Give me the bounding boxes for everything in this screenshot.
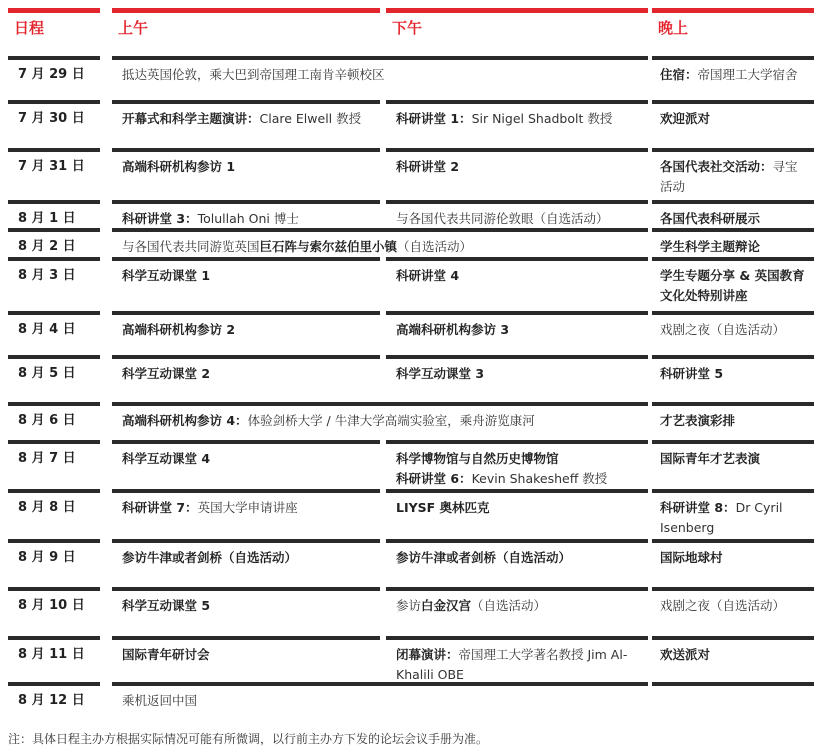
- date-cell: 7 月 30 日: [18, 111, 85, 126]
- text: 与各国代表共同游览英国: [122, 239, 260, 254]
- row-divider: [386, 311, 648, 315]
- morning-cell: [122, 449, 372, 469]
- text: 与各国代表共同游伦敦眼（自选活动）: [396, 211, 609, 226]
- afternoon-cell: [396, 320, 640, 340]
- afternoon-cell: [396, 364, 640, 384]
- row-divider: [112, 311, 380, 315]
- row-divider: [386, 440, 648, 444]
- text: Kevin Shakesheff 教授: [471, 471, 608, 486]
- text: 帝国理工大学著名教授 Jim Al-Khalili OBE: [396, 647, 628, 682]
- row-divider: [652, 228, 814, 232]
- row-divider: [652, 200, 814, 204]
- bold-text: 高端科研机构参访 3: [396, 322, 510, 337]
- evening-cell: [660, 65, 810, 85]
- date-cell: 8 月 5 日: [18, 366, 76, 381]
- bold-text: 科研讲堂 1：: [396, 111, 472, 126]
- bold-text: 才艺表演彩排: [660, 413, 736, 428]
- header-evening: [652, 8, 814, 50]
- bold-text: 科学互动课堂 4: [122, 451, 211, 466]
- bold-text: 各国代表社交活动：: [660, 159, 773, 174]
- header-rule: [652, 8, 814, 13]
- evening-cell: [660, 548, 810, 568]
- date-cell: 8 月 3 日: [18, 268, 76, 283]
- row-divider: [8, 402, 100, 406]
- row-divider: [386, 489, 648, 493]
- bold-text: 科研讲堂 4: [396, 268, 460, 283]
- evening-cell: [660, 645, 810, 665]
- row-divider: [112, 539, 380, 543]
- row-divider: [386, 100, 648, 104]
- morning-cell: [122, 157, 372, 177]
- row-divider: [112, 440, 380, 444]
- date-cell: 8 月 6 日: [18, 413, 76, 428]
- header-afternoon-label: 下午: [392, 19, 423, 37]
- row-divider: [386, 257, 648, 261]
- morning-cell: [122, 320, 372, 340]
- row-divider: [112, 636, 380, 640]
- evening-cell: [660, 209, 810, 229]
- row-divider: [8, 100, 100, 104]
- date-cell: 8 月 2 日: [18, 239, 76, 254]
- bold-text: 参访牛津或者剑桥（自选活动）: [396, 550, 572, 565]
- row-divider: [112, 682, 648, 686]
- row-divider: [652, 311, 814, 315]
- row-divider: [8, 257, 100, 261]
- evening-cell: [660, 596, 810, 616]
- header-morning: [112, 8, 380, 50]
- row-divider: [386, 636, 648, 640]
- row-divider: [652, 148, 814, 152]
- evening-cell: [660, 364, 810, 384]
- evening-cell: [660, 320, 810, 340]
- full-cell: [122, 237, 642, 257]
- row-divider: [112, 228, 648, 232]
- row-divider: [112, 200, 380, 204]
- afternoon-cell: [396, 548, 640, 568]
- full-cell: [122, 65, 642, 85]
- bold-text: 科研讲堂 6：: [396, 471, 472, 486]
- date-cell: 8 月 1 日: [18, 211, 76, 226]
- row-divider: [652, 489, 814, 493]
- date-cell: 8 月 7 日: [18, 451, 76, 466]
- afternoon-cell: [396, 109, 640, 129]
- bold-text: 科学互动课堂 2: [122, 366, 211, 381]
- bold-text: 白金汉宫: [421, 598, 472, 613]
- date-cell: 8 月 12 日: [18, 693, 85, 708]
- row-divider: [652, 636, 814, 640]
- afternoon-cell: [396, 596, 640, 616]
- row-divider: [652, 56, 814, 60]
- morning-cell: [122, 266, 372, 286]
- bold-text: 科研讲堂 8：: [660, 500, 736, 515]
- afternoon-cell: [396, 645, 640, 685]
- evening-cell: [660, 237, 810, 257]
- row-divider: [386, 200, 648, 204]
- bold-text: 欢送派对: [660, 647, 711, 662]
- bold-text: 科学互动课堂 1: [122, 268, 211, 283]
- row-divider: [112, 587, 380, 591]
- text: （自选活动）: [397, 239, 473, 254]
- bold-text: 科学互动课堂 3: [396, 366, 485, 381]
- header-rule: [8, 8, 100, 13]
- afternoon-cell: [396, 157, 640, 177]
- morning-cell: [122, 364, 372, 384]
- evening-cell: [660, 449, 810, 469]
- text: 帝国理工大学宿舍: [697, 67, 798, 82]
- row-divider: [8, 148, 100, 152]
- bold-text: 学生专题分享 & 英国教育文化处特别讲座: [660, 268, 805, 303]
- morning-cell: [122, 645, 372, 665]
- bold-text: 欢迎派对: [660, 111, 711, 126]
- header-morning-label: 上午: [118, 19, 149, 37]
- date-cell: 8 月 10 日: [18, 598, 85, 613]
- evening-cell: [660, 157, 810, 197]
- bold-text: 国际青年才艺表演: [660, 451, 761, 466]
- row-divider: [386, 539, 648, 543]
- row-divider: [386, 587, 648, 591]
- text: 戏剧之夜（自选活动）: [660, 322, 786, 337]
- text: Clare Elwell 教授: [259, 111, 362, 126]
- text: Dr Cyril Isenberg: [660, 500, 783, 535]
- bold-text: 高端科研机构参访 4：: [122, 413, 248, 428]
- row-divider: [8, 539, 100, 543]
- bold-text: 各国代表科研展示: [660, 211, 761, 226]
- bold-text: 科学博物馆与自然历史博物馆: [396, 451, 559, 466]
- row-divider: [112, 489, 380, 493]
- row-divider: [112, 148, 380, 152]
- row-divider: [8, 636, 100, 640]
- text: 乘机返回中国: [122, 693, 198, 708]
- bold-text: 开幕式和科学主题演讲：: [122, 111, 260, 126]
- row-divider: [652, 587, 814, 591]
- bold-text: 国际青年研讨会: [122, 647, 210, 662]
- morning-cell: [122, 109, 372, 129]
- date-cell: 8 月 11 日: [18, 647, 85, 662]
- text: 戏剧之夜（自选活动）: [660, 598, 786, 613]
- text: 体验剑桥大学 / 牛津大学高端实验室，乘舟游览康河: [247, 413, 535, 428]
- row-divider: [8, 682, 100, 686]
- row-divider: [652, 682, 814, 686]
- bold-text: 参访牛津或者剑桥（自选活动）: [122, 550, 298, 565]
- date-cell: 7 月 29 日: [18, 67, 85, 82]
- row-divider: [8, 56, 100, 60]
- morning-cell: [122, 209, 372, 229]
- evening-cell: [660, 498, 810, 538]
- text: （自选活动）: [471, 598, 547, 613]
- header-rule: [112, 8, 380, 13]
- evening-cell: [660, 411, 810, 431]
- row-divider: [8, 311, 100, 315]
- date-cell: 8 月 4 日: [18, 322, 76, 337]
- row-divider: [386, 148, 648, 152]
- afternoon-cell: [396, 449, 640, 489]
- header-evening-label: 晚上: [658, 19, 689, 37]
- bold-text: 住宿：: [660, 67, 698, 82]
- full-cell: [122, 411, 642, 431]
- footnote: 注：具体日程主办方根据实际情况可能有所微调，以行前主办方下发的论坛会议手册为准。: [8, 732, 489, 746]
- text: Tolullah Oni 博士: [197, 211, 299, 226]
- bold-text: 国际地球村: [660, 550, 723, 565]
- row-divider: [652, 257, 814, 261]
- date-cell: 8 月 8 日: [18, 500, 76, 515]
- row-divider: [8, 228, 100, 232]
- row-divider: [652, 355, 814, 359]
- bold-text: 巨石阵与索尔兹伯里小镇: [259, 239, 398, 254]
- row-divider: [8, 355, 100, 359]
- date-cell: 8 月 9 日: [18, 550, 76, 565]
- afternoon-cell: [396, 209, 640, 229]
- row-divider: [112, 355, 380, 359]
- evening-cell: [660, 266, 810, 306]
- text: 抵达英国伦敦，乘大巴到帝国理工南肯辛顿校区: [122, 67, 385, 82]
- bold-text: 闭幕演讲：: [396, 647, 459, 662]
- text: Sir Nigel Shadbolt 教授: [471, 111, 613, 126]
- morning-cell: [122, 498, 372, 518]
- bold-text: 高端科研机构参访 2: [122, 322, 236, 337]
- row-divider: [652, 402, 814, 406]
- text: 参访: [396, 598, 422, 613]
- morning-cell: [122, 596, 372, 616]
- row-divider: [652, 440, 814, 444]
- bold-text: 科学互动课堂 5: [122, 598, 211, 613]
- bold-text: 高端科研机构参访 1: [122, 159, 236, 174]
- header-date: [8, 8, 100, 50]
- afternoon-cell: [396, 266, 640, 286]
- full-cell: [122, 691, 642, 711]
- header-afternoon: [386, 8, 648, 50]
- header-date-label: 日程: [14, 19, 45, 37]
- text: 寻宝活动: [660, 159, 798, 194]
- row-divider: [8, 489, 100, 493]
- row-divider: [8, 440, 100, 444]
- afternoon-cell: [396, 498, 640, 518]
- row-divider: [652, 539, 814, 543]
- header-rule: [386, 8, 648, 13]
- bold-text: 科研讲堂 7：: [122, 500, 198, 515]
- morning-cell: [122, 548, 372, 568]
- row-divider: [8, 200, 100, 204]
- bold-text: 学生科学主题辩论: [660, 239, 761, 254]
- row-divider: [112, 402, 648, 406]
- row-divider: [112, 56, 648, 60]
- bold-text: 科研讲堂 2: [396, 159, 460, 174]
- row-divider: [652, 100, 814, 104]
- row-divider: [112, 100, 380, 104]
- bold-text: 科研讲堂 5: [660, 366, 724, 381]
- row-divider: [8, 587, 100, 591]
- text: 英国大学申请讲座: [197, 500, 298, 515]
- row-divider: [386, 355, 648, 359]
- bold-text: 科研讲堂 3：: [122, 211, 198, 226]
- bold-text: LIYSF 奥林匹克: [396, 500, 490, 515]
- evening-cell: [660, 109, 810, 129]
- date-cell: 7 月 31 日: [18, 159, 85, 174]
- row-divider: [112, 257, 380, 261]
